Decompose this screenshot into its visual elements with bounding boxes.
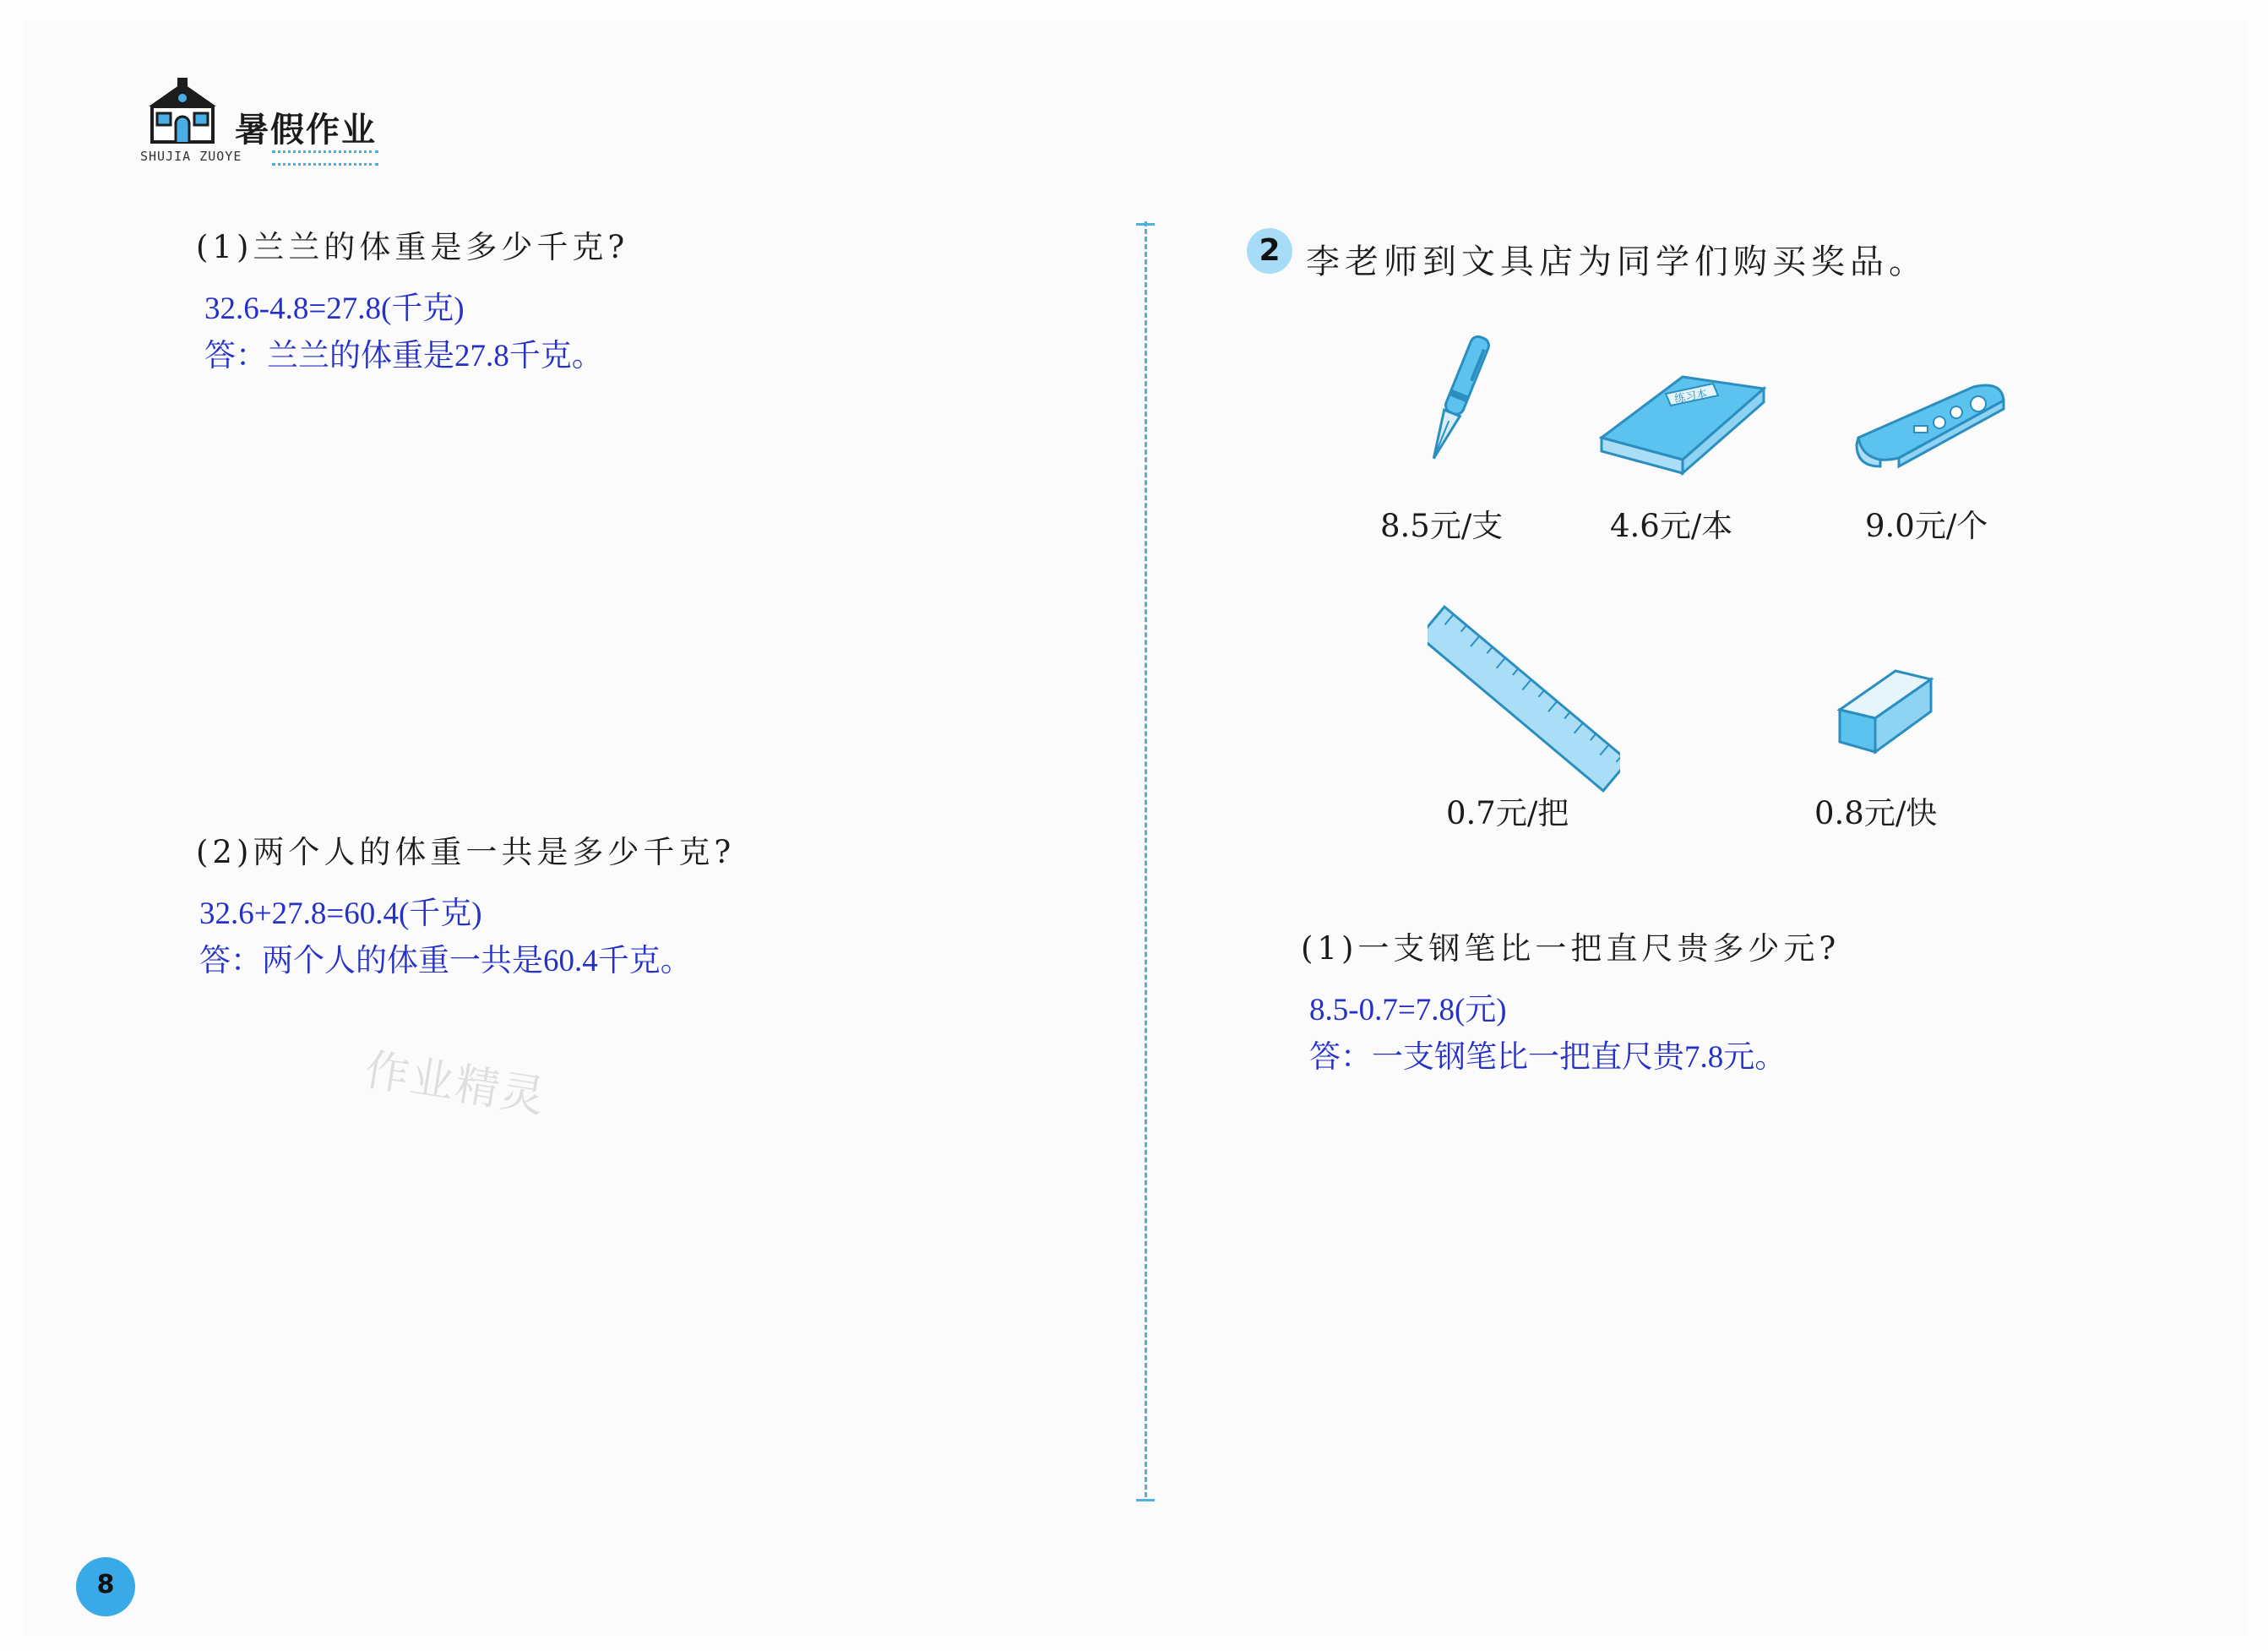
notebook-price: 4.6元/本 (1610, 508, 1733, 544)
page-divider (1145, 221, 1147, 1497)
left-answer-2: 答：两个人的体重一共是60.4千克。 (199, 944, 692, 978)
left-answer-1: 答：兰兰的体重是27.8千克。 (204, 339, 603, 373)
question-number: 2 (1259, 233, 1281, 268)
divider-cap-bottom (1136, 1499, 1155, 1501)
logo-dotted-line (272, 150, 378, 166)
school-house-icon (144, 78, 221, 145)
left-question-2: (2)两个人的体重一共是多少千克? (196, 834, 736, 870)
logo-title: 暑假作业 (235, 111, 377, 150)
pen-price: 8.5元/支 (1380, 508, 1504, 544)
left-question-1: (1)兰兰的体重是多少千克? (196, 229, 629, 265)
right-title: 李老师到文具店为同学们购买奖品。 (1306, 242, 1928, 281)
ruler-icon (1428, 605, 1620, 793)
logo-subtitle: SHUJIA ZUOYE (140, 149, 242, 164)
right-equation-1: 8.5-0.7=7.8(元) (1309, 993, 1507, 1027)
right-answer-1: 答：一支钢笔比一把直尺贵7.8元。 (1309, 1040, 1787, 1075)
pen-icon (1421, 331, 1493, 470)
pencil-case-icon (1846, 379, 2014, 471)
notebook-label: 练习本 (1673, 388, 1709, 406)
left-equation-1: 32.6-4.8=27.8(千克) (204, 292, 465, 326)
eraser-icon (1833, 664, 1938, 759)
left-equation-2: 32.6+27.8=60.4(千克) (199, 896, 482, 931)
notebook-icon (1595, 372, 1769, 478)
pencil-case-price: 9.0元/个 (1865, 508, 1988, 544)
watermark: 作业精灵 (361, 1044, 550, 1124)
right-question-1: (1)一支钢笔比一把直尺贵多少元? (1301, 930, 1841, 967)
eraser-price: 0.8元/快 (1814, 795, 1938, 831)
ruler-price: 0.7元/把 (1446, 795, 1569, 831)
page-number: 8 (96, 1570, 115, 1599)
